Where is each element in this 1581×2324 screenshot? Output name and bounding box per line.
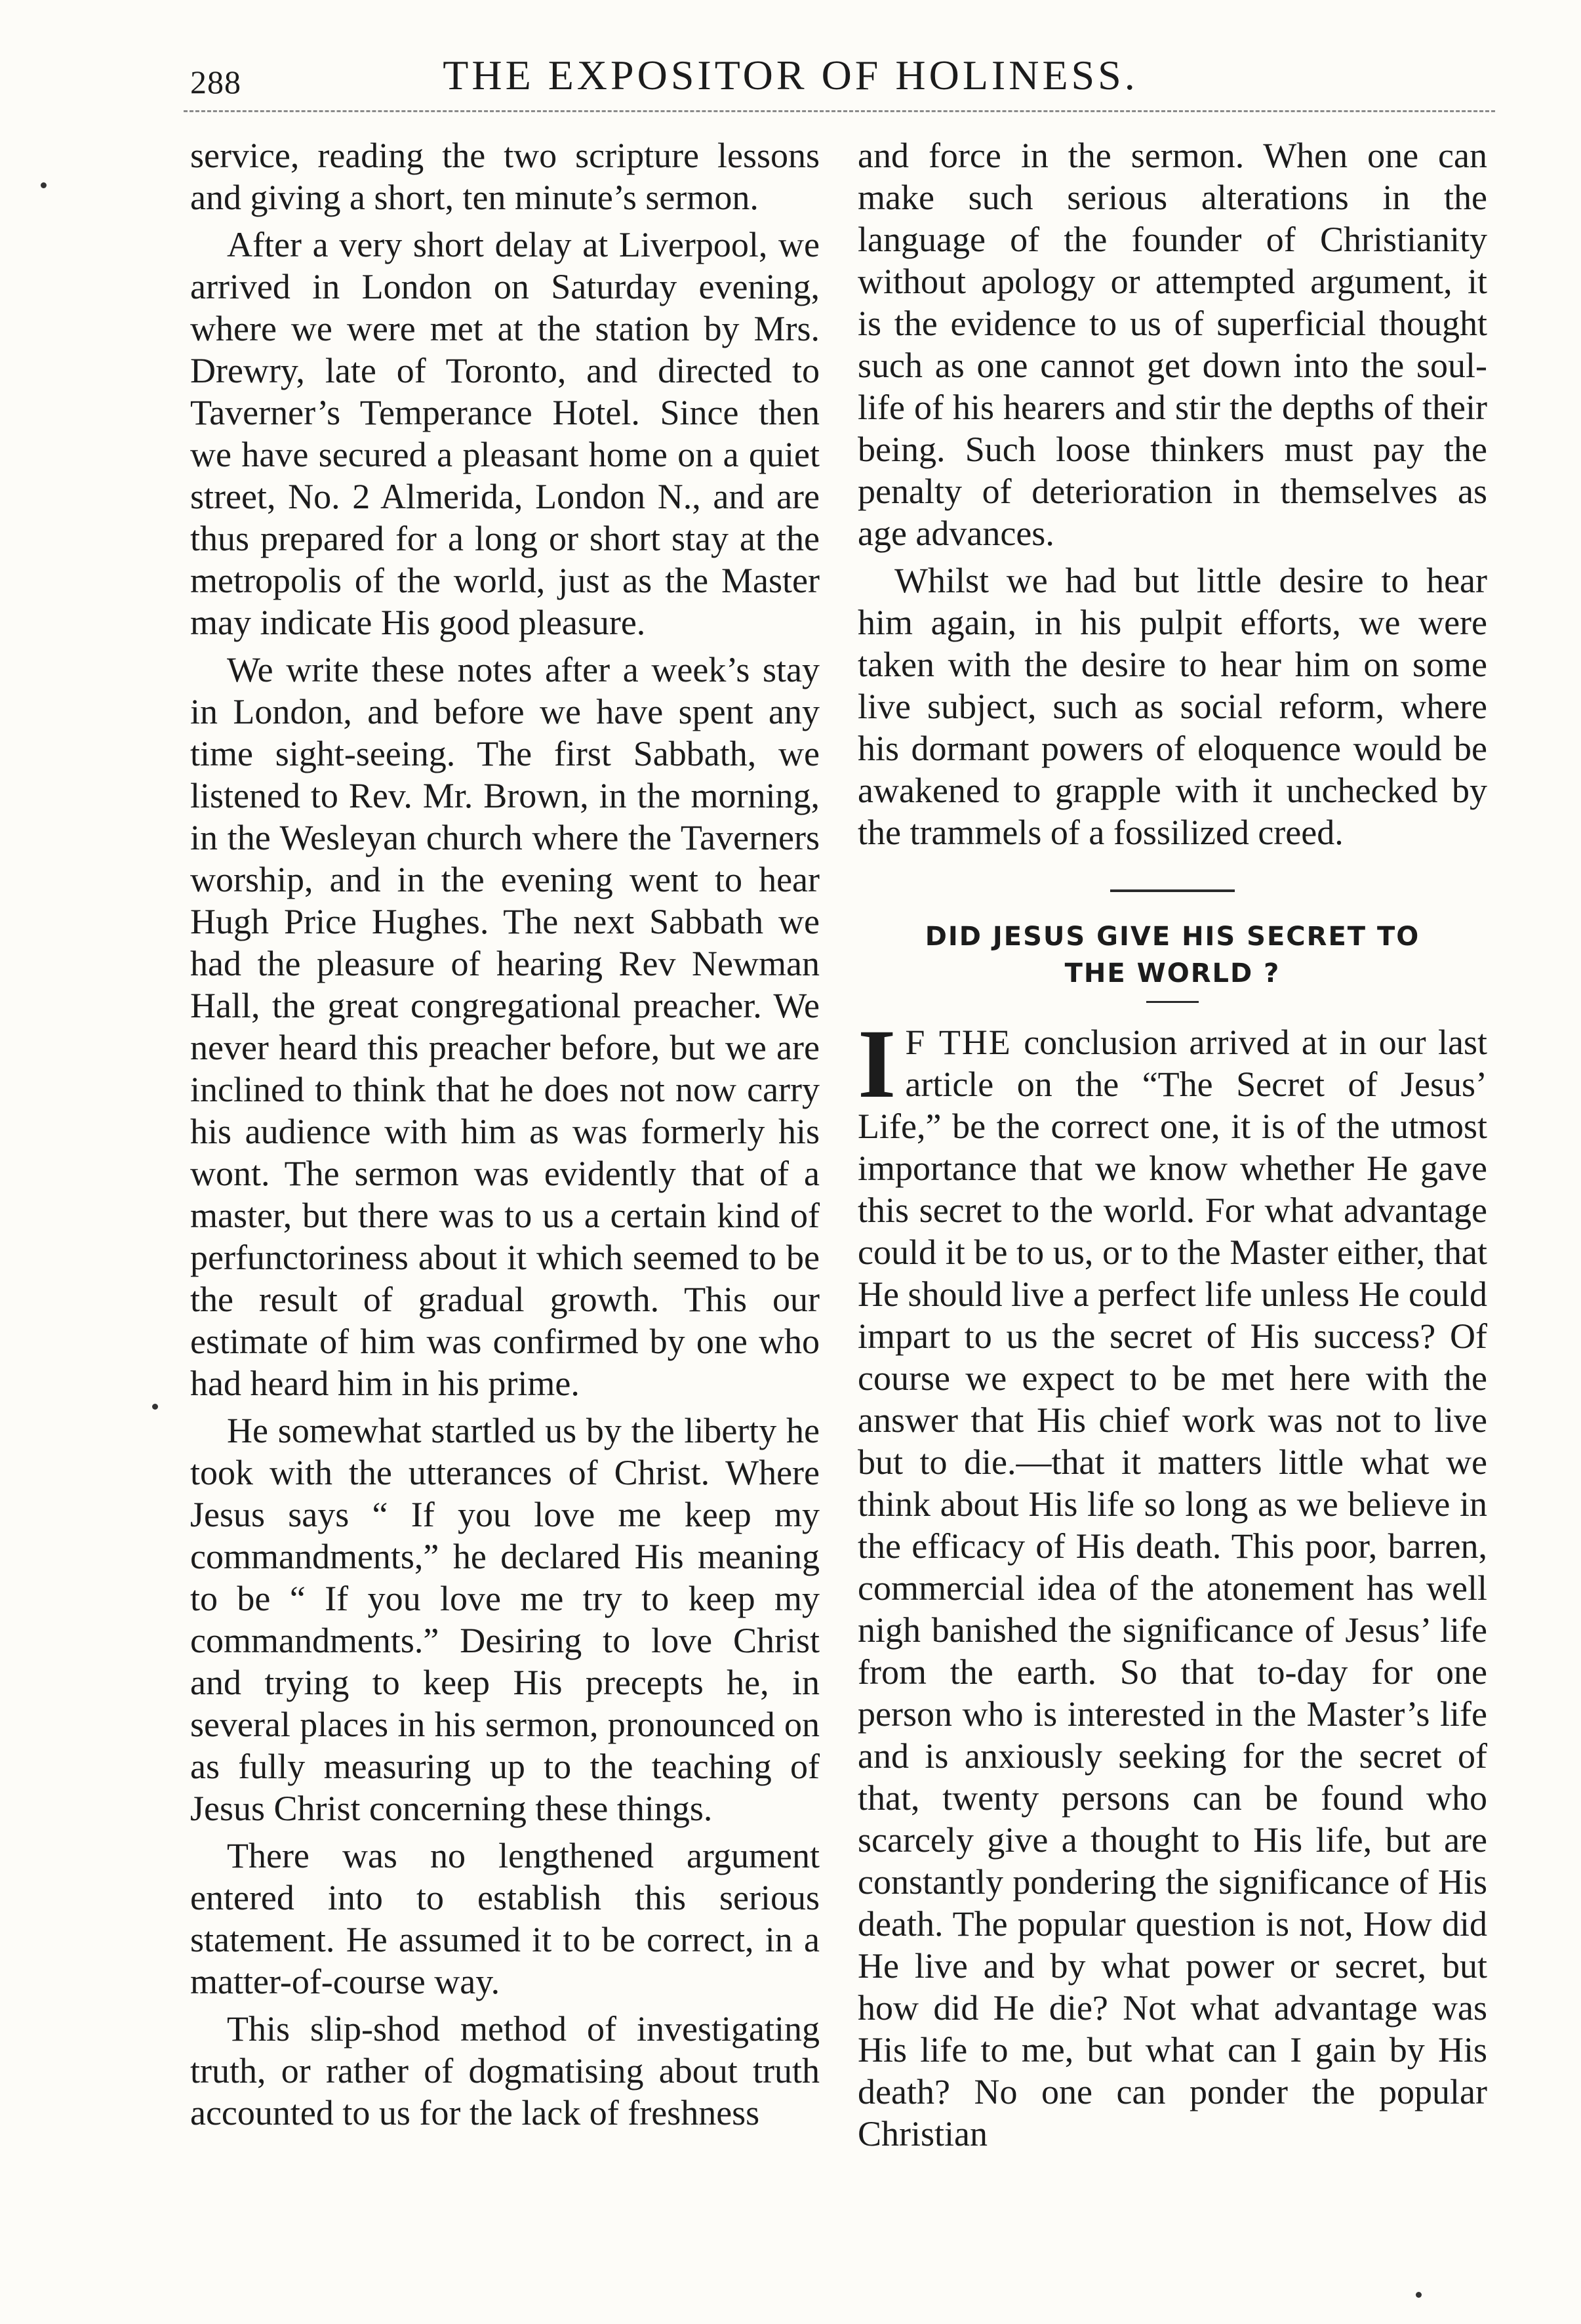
- stray-mark: [152, 1404, 158, 1410]
- right-column: [858, 134, 1487, 2155]
- page-header: [0, 0, 1581, 151]
- paragraph-arrival-london: After a very short delay at Liverpool, we arrived in London on Saturday evening, where we were met at the station by Mrs. Drewry, late of Toronto, and directed to Taverner’s Temperance Hotel. Since then we have secured a pleasant home on a quiet street, No. 2 Almerida, London N., and are thus prepared for a long or short stay at the metropolis of the world, just as the Master may indicate His good pleasure.: [190, 225, 820, 642]
- drop-cap: I: [858, 1009, 896, 1118]
- header-rule: [184, 110, 1495, 112]
- article-heading-line-1: DID JESUS GIVE HIS SECRET TO: [925, 922, 1420, 952]
- stray-mark: [41, 182, 47, 188]
- stray-mark: [1416, 2292, 1422, 2298]
- article-heading-line-2: THE WORLD ?: [1064, 958, 1281, 989]
- page-number: 288: [190, 64, 241, 100]
- paragraph-desire-to-hear: Whilst we had but little desire to hear him again, in his pulpit efforts, we were taken with the desire to hear him on some live subject, such as social reform, where his dormant powers of eloquence would be awakened to grapple with it unchecked by the trammels of a fossilized creed.: [858, 561, 1487, 852]
- paragraph-no-argument: There was no lengthened argument entered into to establish this serious statement. He assumed it to be correct, in a matter-of-course way.: [190, 1836, 820, 2001]
- lead-word: F THE: [905, 1023, 1012, 1062]
- paragraph-liberty-with-christ: He somewhat startled us by the liberty he took with the utterances of Christ. Where Jesus says “ If you love me keep my commandments,” he declared His meaning to be “ If you love me try to keep my commandments.” Desiring to love Christ and trying to keep His precepts he, in several places in his sermon, pronounced on as fully measuring up to the teaching of Jesus Christ concerning these things.: [190, 1411, 820, 1828]
- paragraph-slip-shod-method: This slip-shod method of investigating truth, or rather of dogmatising about truth accounted to us for the lack of freshness: [190, 2009, 820, 2132]
- section-divider: [1110, 889, 1235, 892]
- article-heading: [858, 918, 1487, 992]
- left-column: [190, 134, 820, 2134]
- paragraph-force-in-sermon: and force in the sermon. When one can make such serious alterations in the language of the founder of Christianity without apology or attempted argument, it is the evidence to us of superficial thought such as one cannot get down into the soul-life of his hearers and stir the depths of their being. Such loose thinkers must pay the penalty of deterioration in themselves as age advances.: [858, 136, 1487, 553]
- paragraph-continued: service, reading the two scripture lessons and giving a short, ten minute’s sermon.: [190, 136, 820, 217]
- heading-underline: [1146, 1001, 1199, 1003]
- article-body-text: conclusion arrived at in our last article on the “The Secret of Jesus’ Life,” be the correct one, it is of the utmost importance that we know whether He gave this secret to the world. For what advantage could it be to us, or to the Master either, that He should live a perfect life unless He could impart to us the secret of His success? Of course we expect to be met here with the answer that His chief work was not to live but to die.—that it matters little what we think about His life so long as we believe in the efficacy of His death. This poor, barren, commercial idea of the atonement has well nigh banished the significance of Jesus’ life from the earth. So that to-day for one person who is interested in the Master’s life and is anxiously seeking for the secret of that, twenty persons can be found who scarcely give a thought to His life, but are constantly pondering the significance of His death. The popular question is not, How did He live and by what power or secret, but how did He die? Not what advantage was His life to me, but what can I gain by His death? No one can ponder the popular Christian: [858, 1023, 1487, 2153]
- journal-title: THE EXPOSITOR OF HOLINESS.: [443, 52, 1138, 98]
- article-body: [858, 1009, 1487, 2155]
- paragraph-first-week: We write these notes after a week’s stay in London, and before we have spent any time sight-seeing. The first Sabbath, we listened to Rev. Mr. Brown, in the morning, in the Wesleyan church where the Taverners worship, and in the evening went to hear Hugh Price Hughes. The next Sabbath we had the pleasure of hearing Rev Newman Hall, the great congregational preacher. We never heard this preacher before, but we are inclined to think that he does not now carry his audience with him as was formerly his wont. The sermon was evidently that of a master, but there was to us a certain kind of perfunctoriness about it which seemed to be the result of gradual growth. This our estimate of him was confirmed by one who had heard him in his prime.: [190, 650, 820, 1403]
